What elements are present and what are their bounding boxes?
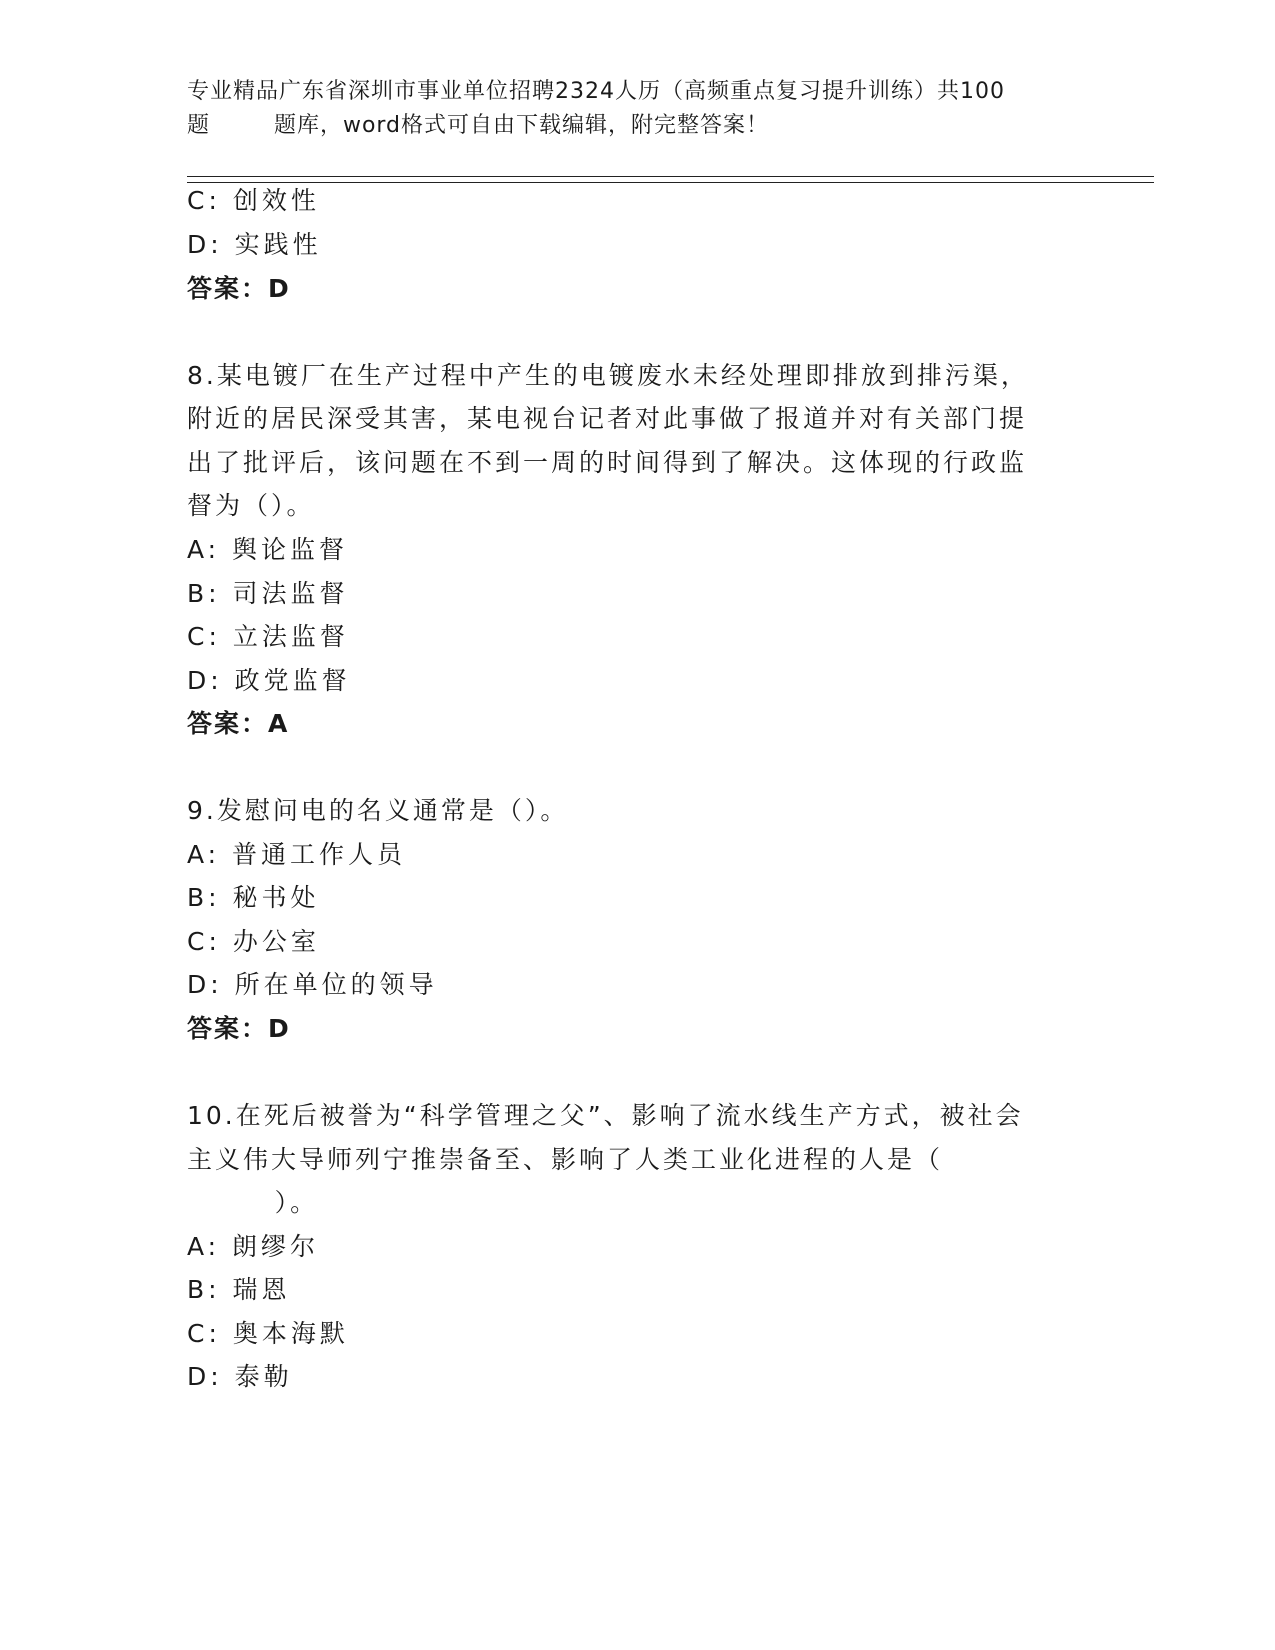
question-text-line: 督为（）。 [187,491,315,520]
option-c: C: 奥本海默 [187,1319,349,1348]
header-divider [187,176,1154,177]
header-title-line-1: 专业精品广东省深圳市事业单位招聘2324人历（高频重点复习提升训练）共100 [187,79,1005,104]
question-text-line: 主义伟大导师列宁推崇备至、影响了人类工业化进程的人是（ [187,1145,944,1174]
option-c: C: 立法监督 [187,622,349,651]
option-b: B: 秘书处 [187,883,320,912]
option-b: B: 司法监督 [187,579,349,608]
header-title-line-2: 题 题库，word格式可自由下载编辑，附完整答案！ [187,113,770,138]
question-text-line: ）。 [187,1188,319,1217]
option-c: C: 办公室 [187,927,320,956]
option-d: D: 实践性 [187,230,322,259]
option-b: B: 瑞恩 [187,1275,291,1304]
answer: 答案：A [187,709,290,738]
question-text-line: 出了批评后，该问题在不到一周的时间得到了解决。这体现的行政监 [187,448,1028,477]
option-d: D: 所在单位的领导 [187,970,438,999]
question-text-line: 附近的居民深受其害，某电视台记者对此事做了报道并对有关部门提 [187,404,1028,433]
option-a: A: 普通工作人员 [187,840,407,869]
option-a: A: 朗缪尔 [187,1232,320,1261]
question-text-line: 8.某电镀厂在生产过程中产生的电镀废水未经处理即排放到排污渠， [187,361,1029,390]
answer: 答案：D [187,1014,291,1043]
option-d: D: 泰勒 [187,1362,293,1391]
option-c: C: 创效性 [187,186,320,215]
question-text-line: 10.在死后被誉为“科学管理之父”、影响了流水线生产方式，被社会 [187,1101,1024,1130]
header-divider [187,182,1154,183]
question-text-line: 9.发慰问电的名义通常是（）。 [187,796,569,825]
option-d: D: 政党监督 [187,666,351,695]
answer: 答案：D [187,274,291,303]
option-a: A: 舆论监督 [187,535,349,564]
